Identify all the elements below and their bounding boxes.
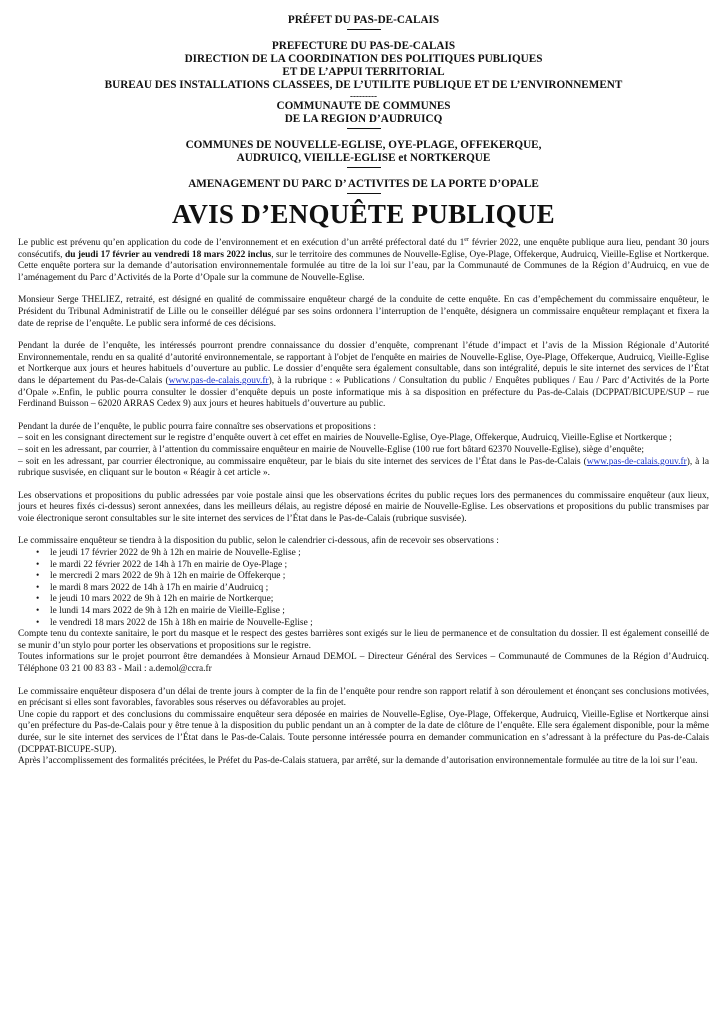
observations-option: – soit en les consignant directement sur le registre d’enquête ouvert à cet effet en mairies de Nouvelle-Eglise, Oye-Plage, Offekerque, Audruicq, Vieille-Eglise et Nortkerque ; [18,433,672,444]
page-title: AVIS D’ENQUÊTE PUBLIQUE [172,199,555,229]
paragraph-sanitary: Compte tenu du contexte sanitaire, le port du masque et le respect des gestes barrières sont exigés sur le lieu de permanence et de consultation du dossier. Il est également conseillé de se munir d’un stylo pour porter les observations et propositions sur le registre. [18,629,709,651]
observations-option: – soit en les adressant, par courrier, à l’attention du commissaire enquêteur en mairie de Nouvelle-Eglise (100 rue fort bâtard 62370 Nouvelle-Eglise), siège d’enquête; [18,444,644,455]
list-item: • le vendredi 18 mars 2022 de 15h à 18h en mairie de Nouvelle-Eglise ; [36,618,709,630]
dashes-separator: --------- [350,91,377,101]
list-item: • le mardi 8 mars 2022 de 14h à 17h en mairie d’Audruicq ; [36,583,709,595]
paragraph-contact: Toutes informations sur le projet pourront être demandées à Monsieur Arnaud DEMOL – Directeur Général des Services – Communauté de Communes de la Région d’Audruicq. Téléphone 03 21 00 83 83 - Mail : a.demol@ccra.fr [18,652,709,674]
paragraph-intro [18,238,709,284]
project-heading: AMENAGEMENT DU PARC D’ ACTIVITES DE LA PORTE D’OPALE [188,178,539,190]
prefecture-block [18,40,709,92]
paragraph-report: Le commissaire enquêteur disposera d’un délai de trente jours à compter de la fin de l’enquête pour rendre son rapport relatif à son déroulement et énonçant ses conclusions motivées, en précisant si elles sont favorables, favorables sous réserves ou défavorables au projet. [18,686,709,709]
observations-option [18,457,709,480]
observations-intro: Pendant la durée de l’enquête, le public pourra faire connaître ses observations et propositions : [18,421,376,432]
prefecture-line: BUREAU DES INSTALLATIONS CLASSEES, DE L’UTILITE PUBLIQUE ET DE L’ENVIRONNEMENT [104,79,623,91]
communaute-block [18,100,709,126]
list-item: • le jeudi 17 février 2022 de 9h à 12h en mairie de Nouvelle-Eglise ; [36,548,709,560]
prefecture-website-link[interactable]: www.pas-de-calais.gouv.fr [586,456,687,467]
text: , sur le territoire des communes de Nouvelle-Eglise, Oye-Plage, Offekerque, Audruicq, Vieille-Eglise et Nortkerque. Cette enquête portera sur la demande d’autorisation environnementale formulée au titre de la loi sur l’eau, par la Communauté de Communes de la Région d’Audruicq, en vue de l’aménagement du Parc d’Activités de la Porte d’Opale sur la commune de Nouvelle-Eglise. [18,249,709,283]
communes-line: COMMUNES DE NOUVELLE-EGLISE, OYE-PLAGE, OFFEKERQUE, [185,139,542,151]
paragraph-observations [18,422,709,480]
enquiry-dates: du jeudi 17 février au vendredi 18 mars 2022 inclus [64,249,272,260]
text: février 2022, une enquête publique aura lieu, pendant 30 jours consécutifs, [18,238,710,260]
divider [347,29,381,30]
divider [347,128,381,129]
prefecture-line: DIRECTION DE LA COORDINATION DES POLITIQUES PUBLIQUES [184,53,543,65]
paragraph-registry: Les observations et propositions du public adressées par voie postale ainsi que les observations écrites du public reçues lors des permanences du commissaire enquêteur (aux lieux, jours et heures fixés ci-dessus) seront annexées, dans les meilleurs délais, au registre déposé en mairie de Nouvelle-Eglise. Les observations et propositions du public transmises par voie électronique seront consultables sur le site internet des services de l’État dans le Pas-de-Calais (rubrique susvisée). [18,490,709,524]
communes-line: AUDRUICQ, VIEILLE-EGLISE et NORTKERQUE [236,152,491,164]
list-item: • le mardi 22 février 2022 de 14h à 17h en mairie de Oye-Plage ; [36,560,709,572]
superscript: er [464,236,469,243]
paragraph-decision: Après l’accomplissement des formalités précitées, le Préfet du Pas-de-Calais statuera, par arrêté, sur la demande d’autorisation environnementale formulée au titre de la loi sur l’eau. [18,756,698,767]
prefet-heading: PRÉFET DU PAS-DE-CALAIS [287,14,440,26]
paragraph-dossier [18,341,709,411]
prefecture-line: PREFECTURE DU PAS-DE-CALAIS [271,40,456,52]
communes-block [18,139,709,165]
text: Pendant la durée de l’enquête, les intéressés pourront prendre connaissance du dossier d’enquête, comprenant l’étude d’impact et l’avis de la Mission Régionale d’Autorité Environnementale, rendu en sa qualité d’autorité environnementale, se rapportant à l'objet de l'enquête en mairies de Nouvelle-Eglise, Oye-Plage, Offekerque, Audruicq, Vieille-Eglise et Nortkerque aux jours et heures habituels d’ouverture au public. Le dossier d’enquête sera également consultable, dans son intégralité, depuis le site internet des services de l’État dans le département du Pas-de-Calais ( [18,341,709,386]
communaute-line: DE LA REGION D’AUDRUICQ [284,113,443,125]
prefecture-website-link[interactable]: www.pas-de-calais.gouv.fr [168,375,269,386]
prefecture-line: ET DE L’APPUI TERRITORIAL [282,66,445,78]
text: – soit en les adressant, par courrier électronique, au commissaire enquêteur, par le biais du site internet des services de l’État dans le Pas-de-Calais ( [18,456,587,467]
text: ), à la rubrique : « Publications / Consultation du public / Enquêtes publiques / Eau / Parc d’Activités de la Porte d’Opale ».Enfin, le public pourra consulter le dossier d’enquête depuis un poste informatique mis à sa disposition en préfecture du Pas-de-Calais (DCPPAT/BICUPE/SUP – rue Ferdinand Buisson – 62020 ARRAS Cedex 9) aux jours et heures habituels d’ouverture au public. [18,375,709,410]
communaute-line: COMMUNAUTE DE COMMUNES [276,100,451,112]
schedule-list [36,548,709,629]
notice-page [18,14,709,768]
paragraph-copy: Une copie du rapport et des conclusions du commissaire enquêteur sera déposée en mairies de Nouvelle-Eglise, Oye-Plage, Offekerque, Audruicq, Vieille-Eglise et Nortkerque ainsi qu’en préfecture du Pas-de-Calais pour y être tenue à la disposition du public pendant un an à compter de la date de clôture de l’enquête. Elle sera également disponible, pour la même durée, sur le site internet des services de l’État dans le Pas-de-Calais. Toute personne intéressée pourra en demander communication en s’adressant à la préfecture du Pas-de-Calais (DCPPAT-BICUPE-SUP). [18,709,709,755]
schedule-intro: Le commissaire enquêteur se tiendra à la disposition du public, selon le calendrier ci-dessous, afin de recevoir ses observations : [18,536,499,547]
text: ), à la rubrique susvisée, en cliquant sur le bouton « Réagir à cet article ». [18,456,709,479]
text: Le public est prévenu qu’en application du code de l’environnement et en exécution d’un arrêté préfectoral daté du 1 [18,238,465,248]
list-item: • le jeudi 10 mars 2022 de 9h à 12h en mairie de Nortkerque; [36,594,709,606]
divider [347,167,381,168]
list-item: • le lundi 14 mars 2022 de 9h à 12h en mairie de Vieille-Eglise ; [36,606,709,618]
paragraph-commissioner: Monsieur Serge THELIEZ, retraité, est désigné en qualité de commissaire enquêteur chargé de la conduite de cette enquête. En cas d’empêchement du commissaire enquêteur, le Président du Tribunal Administratif de Lille ou le conseiller délégué par ses soins ordonnera l’interruption de l’enquête, désignera un commissaire enquêteur remplaçant et fixera la date de reprise de l’enquête. Le public sera informé de ces décisions. [18,295,709,329]
list-item: • le mercredi 2 mars 2022 de 9h à 12h en mairie de Offekerque ; [36,571,709,583]
divider [347,193,381,194]
